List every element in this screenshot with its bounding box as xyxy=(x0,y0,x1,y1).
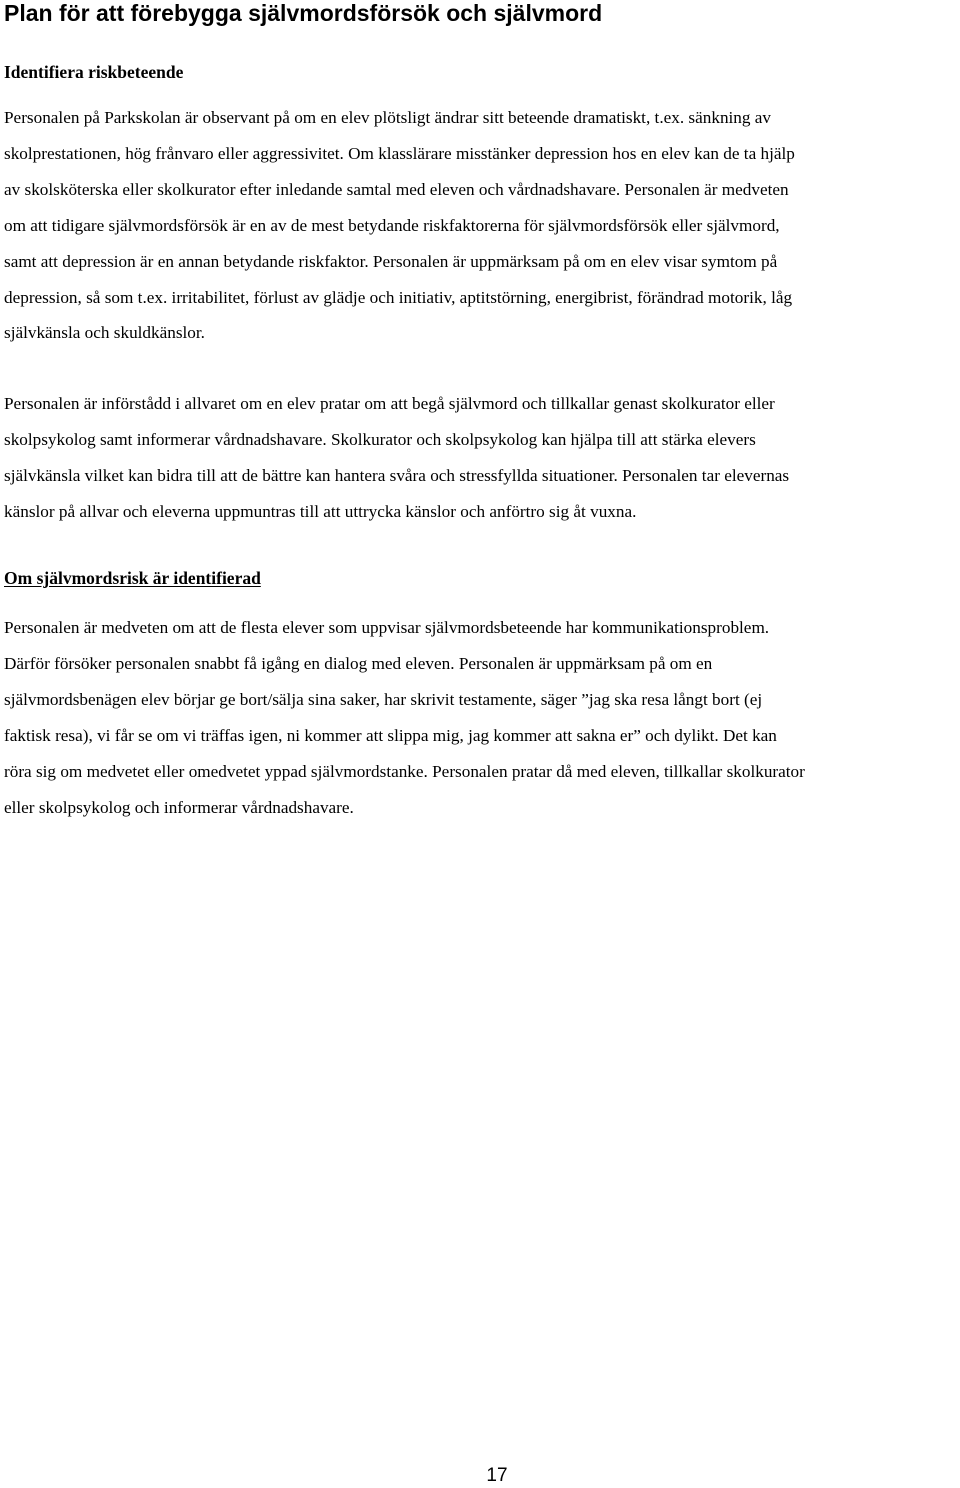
section-heading-suicide-risk-identified: Om självmordsrisk är identifierad xyxy=(4,568,261,588)
text-line: självkänsla vilket kan bidra till att de bättre kan hantera svåra och stressfyllda situationer. Personalen tar elevernas xyxy=(4,465,790,485)
text-line: eller skolpsykolog och informerar vårdnadshavare. xyxy=(4,797,354,817)
text-line: röra sig om medvetet eller omedvetet yppad självmordstanke. Personalen pratar då med eleven, tillkallar skolkurator xyxy=(4,761,805,781)
section-heading-identify-risk-behavior: Identifiera riskbeteende xyxy=(4,62,184,82)
text-line: självmordsbenägen elev börjar ge bort/sälja sina saker, har skrivit testamente, säger ”jag ska resa långt bort (ej xyxy=(4,689,763,709)
text-line: samt att depression är en annan betydande riskfaktor. Personalen är uppmärksam på om en elev visar symtom på xyxy=(4,251,778,271)
text-line: känslor på allvar och eleverna uppmuntras till att uttrycka känslor och anförtro sig åt vuxna. xyxy=(4,501,637,521)
page-number: 17 xyxy=(486,1465,508,1486)
paragraph-risk-behavior-2 xyxy=(4,386,960,530)
text-line: skolprestationen, hög frånvaro eller aggressivitet. Om klasslärare misstänker depression hos en elev kan de ta hjälp xyxy=(4,143,795,163)
page-title: Plan för att förebygga självmordsförsök och självmord xyxy=(4,0,603,26)
text-line: Personalen är medveten om att de flesta elever som uppvisar självmordsbeteende har kommunikationsproblem. xyxy=(4,618,770,637)
text-line: Personalen på Parkskolan är observant på om en elev plötsligt ändrar sitt beteende dramatiskt, t.ex. sänkning av xyxy=(4,108,772,127)
text-line: självkänsla och skuldkänslor. xyxy=(4,323,205,343)
paragraph-risk-behavior-1 xyxy=(4,100,960,351)
text-line: skolpsykolog samt informerar vårdnadshavare. Skolkurator och skolpsykolog kan hjälpa till att stärka elevers xyxy=(4,429,756,449)
text-line: faktisk resa), vi får se om vi träffas igen, ni kommer att slippa mig, jag kommer att sakna er” och dylikt. Det kan xyxy=(4,725,777,745)
text-line: Personalen är införstådd i allvaret om en elev pratar om att begå självmord och tillkallar genast skolkurator eller xyxy=(4,394,775,413)
text-line: Därför försöker personalen snabbt få igång en dialog med eleven. Personalen är uppmärksam på om en xyxy=(4,653,713,673)
text-line: om att tidigare självmordsförsök är en av de mest betydande riskfaktorerna för självmordsförsök eller självmord, xyxy=(4,215,780,235)
paragraph-risk-identified xyxy=(4,610,960,825)
text-line: av skolsköterska eller skolkurator efter inledande samtal med eleven och vårdnadshavare. Personalen är medveten xyxy=(4,179,789,199)
text-line: depression, så som t.ex. irritabilitet, förlust av glädje och initiativ, aptitstörning, energibrist, förändrad motorik, låg xyxy=(4,287,793,307)
